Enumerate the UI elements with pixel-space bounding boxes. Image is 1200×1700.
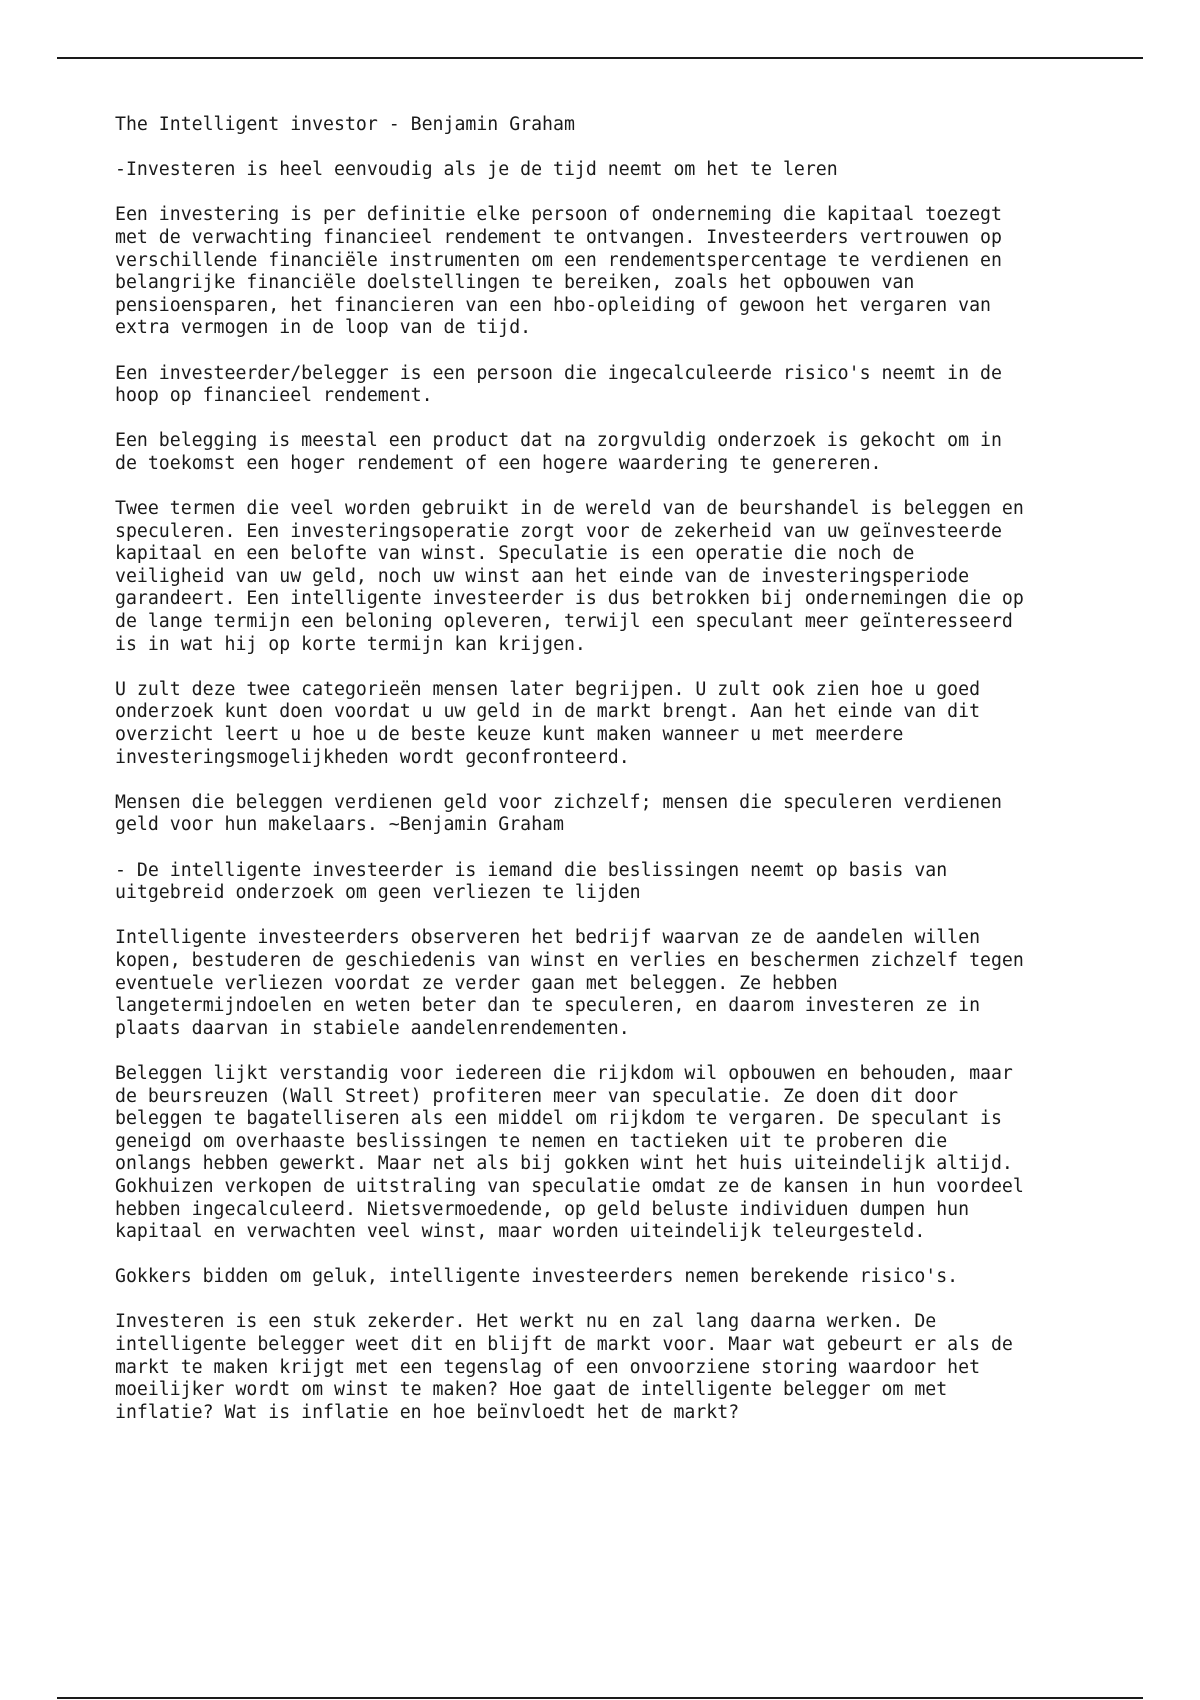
paragraph: Investeren is een stuk zekerder. Het werkt nu en zal lang daarna werken. De intelligente belegger weet dit en blijft de markt voor. Maar wat gebeurt er als de markt te maken krijgt met een tegenslag of een onvoorziene storing waardoor het moeilijker wordt om winst te maken? Hoe gaat de intelligente belegger om met inflatie? Wat is inflatie en hoe beïnvloedt het de markt? bbox=[115, 1311, 1013, 1423]
paragraph: Een belegging is meestal een product dat na zorgvuldig onderzoek is gekocht om in de toekomst een hoger rendement of een hogere waardering te genereren. bbox=[115, 430, 1002, 474]
top-divider bbox=[57, 57, 1143, 59]
document-body bbox=[115, 114, 1125, 1447]
paragraph: -Investeren is heel eenvoudig als je de tijd neemt om het te leren bbox=[115, 159, 838, 181]
quote-paragraph: Mensen die beleggen verdienen geld voor zichzelf; mensen die speculeren verdienen geld voor hun makelaars. ~Benjamin Graham bbox=[115, 791, 1002, 836]
paragraph: U zult deze twee categorieën mensen later begrijpen. U zult ook zien hoe u goed onderzoek kunt doen voordat u uw geld in de markt brengt. Aan het einde van dit overzicht leert u hoe u de beste keuze kunt maken wanneer u met meerdere investeringsmogelijkheden wordt geconfronteerd. bbox=[115, 678, 981, 768]
paragraph: Intelligente investeerders observeren het bedrijf waarvan ze de aandelen willen kopen, bestuderen de geschiedenis van winst en verlies en beschermen zichzelf tegen eventuele verliezen voordat ze verder gaan met beleggen. Ze hebben langetermijndoelen en weten beter dan te speculeren, en daarom investeren ze in plaats daarvan in stabiele aandelenrendementen. bbox=[115, 927, 1024, 1039]
bottom-divider bbox=[57, 1697, 1143, 1699]
paragraph: Een investeerder/belegger is een persoon die ingecalculeerde risico's neemt in de hoop op financieel rendement. bbox=[115, 362, 1002, 407]
paragraph: Een investering is per definitie elke persoon of onderneming die kapitaal toezegt met de verwachting financieel rendement te ontvangen. Investeerders vertrouwen op verschillende financiële instrumenten om een rendementspercentage te verdienen en belangrijke financiële doelstellingen te bereiken, zoals het opbouwen van pensioensparen, het financieren van een hbo-opleiding of gewoon het vergaren van extra vermogen in de loop van de tijd. bbox=[115, 204, 1002, 339]
paragraph: Twee termen die veel worden gebruikt in de wereld van de beurshandel is beleggen en speculeren. Een investeringsoperatie zorgt voor de zekerheid van uw geïnvesteerde kapitaal en een belofte van winst. Speculatie is een operatie die noch de veiligheid van uw geld, noch uw winst aan het einde van de investeringsperiode garandeert. Een intelligente investeerder is dus betrokken bij ondernemingen die op de lange termijn een beloning opleveren, terwijl een speculant meer geïnteresseerd is in wat hij op korte termijn kan krijgen. bbox=[115, 498, 1024, 655]
paragraph: Beleggen lijkt verstandig voor iedereen die rijkdom wil opbouwen en behouden, maar de beursreuzen (Wall Street) profiteren meer van speculatie. Ze doen dit door beleggen te bagatelliseren als een middel om rijkdom te vergaren. De speculant is geneigd om overhaaste beslissingen te nemen en tactieken uit te proberen die onlangs hebben gewerkt. Maar net als bij gokken wint het huis uiteindelijk altijd. Gokhuizen verkopen de uitstraling van speculatie omdat ze de kansen in hun voordeel hebben ingecalculeerd. Nietsvermoedende, op geld beluste individuen dumpen hun kapitaal en verwachten veel winst, maar worden uiteindelijk teleurgesteld. bbox=[115, 1062, 1024, 1243]
document-title: The Intelligent investor - Benjamin Graham bbox=[115, 114, 575, 135]
paragraph: - De intelligente investeerder is iemand die beslissingen neemt op basis van uitgebreid onderzoek om geen verliezen te lijden bbox=[115, 859, 948, 904]
paragraph: Gokkers bidden om geluk, intelligente investeerders nemen berekende risico's. bbox=[115, 1266, 959, 1288]
